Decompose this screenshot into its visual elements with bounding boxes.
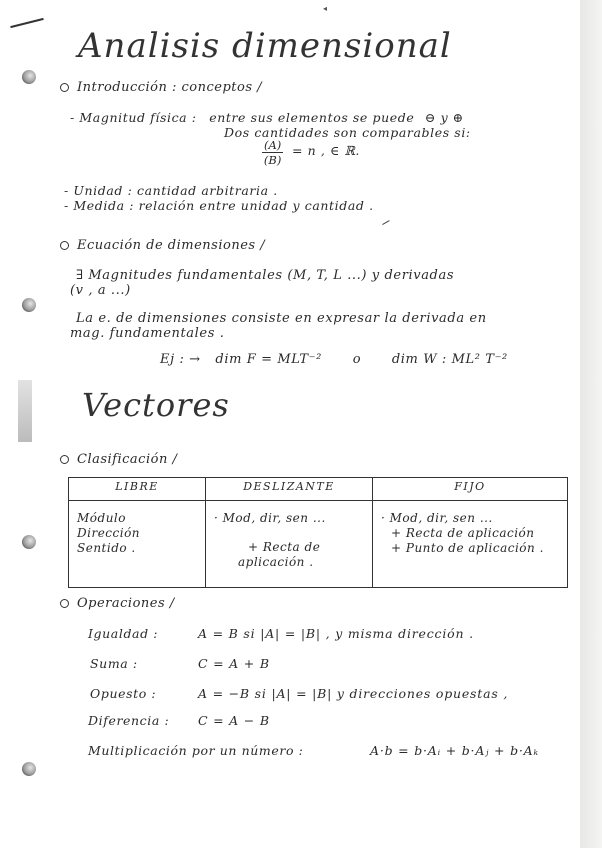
magnitud-line: [70, 110, 464, 125]
section-clasificacion: [60, 452, 177, 467]
op-diferencia-expr: C = A − B: [198, 713, 270, 728]
binder-tab: [18, 380, 32, 442]
section-bullet-icon: [60, 83, 69, 92]
cell-deslizante: [206, 501, 373, 588]
op-opuesto-label: Opuesto :: [90, 686, 157, 701]
section-heading: Introducción : conceptos /: [77, 80, 263, 95]
cell-line: + Recta de: [248, 540, 321, 554]
top-mark: ◂: [323, 4, 328, 13]
unidad-line: - Unidad : cantidad arbitraria .: [64, 183, 278, 198]
example-dim-f: dim F = MLT⁻²: [215, 352, 322, 367]
cell-line: · Mod, dir, sen ...: [381, 511, 493, 525]
section-bullet-icon: [60, 599, 69, 608]
fraction-numerator: (A): [264, 138, 282, 152]
example-separator: o: [352, 352, 362, 367]
fraction-a-over-b: [262, 138, 283, 167]
cell-libre: [69, 501, 206, 588]
cell-line: Sentido .: [77, 541, 136, 555]
magnitud-text-1: entre sus elementos se puede: [209, 110, 415, 125]
op-suma-expr: C = A + B: [198, 656, 270, 671]
op-diferencia-label: Diferencia :: [88, 713, 170, 728]
magnitud-label: - Magnitud física :: [70, 110, 197, 125]
magnitud-text-2: Dos cantidades son comparables si:: [224, 125, 471, 140]
op-multiplicacion-label: Multiplicación por un número :: [88, 743, 304, 758]
cell-line: · Mod, dir, sen ...: [214, 511, 326, 525]
pen-stroke-mark: [10, 18, 43, 28]
cell-line: aplicación .: [238, 555, 314, 569]
plus-minus-symbols: ⊖ y ⊕: [424, 110, 464, 125]
section-bullet-icon: [60, 455, 69, 464]
pen-tick-mark: [382, 220, 390, 225]
fraction-result: = n , ∈ ℝ.: [292, 143, 361, 158]
table-row: [69, 501, 568, 588]
section-heading: Clasificación /: [77, 452, 178, 467]
cell-fijo: [373, 501, 568, 588]
ecuacion-line-4: mag. fundamentales .: [70, 326, 225, 341]
table-header-row: [69, 478, 568, 501]
cell-line: + Punto de aplicación .: [391, 541, 544, 555]
punch-hole-icon: [22, 762, 36, 776]
ecuacion-line-1: ∃ Magnitudes fundamentales (M, T, L ...) y derivadas: [76, 268, 455, 283]
op-igualdad-label: Igualdad :: [88, 626, 159, 641]
op-igualdad-expr: A = B si |A| = |B| , y misma dirección .: [198, 626, 474, 641]
title-analisis-dimensional: Analisis dimensional: [78, 26, 452, 66]
section-ecuacion: [60, 238, 265, 253]
op-opuesto-expr: A = −B si |A| = |B| y direcciones opuestas ,: [198, 686, 509, 701]
section-introduccion: [60, 80, 262, 95]
cell-line: Dirección: [77, 526, 141, 540]
col-deslizante: DESLIZANTE: [206, 478, 373, 501]
section-operaciones: [60, 596, 175, 611]
cell-line: + Recta de aplicación: [391, 526, 535, 540]
example-dim-w: dim W : ML² T⁻²: [391, 352, 508, 367]
medida-line: - Medida : relación entre unidad y cantidad .: [64, 198, 374, 213]
op-multiplicacion-expr: A·b = b·Aᵢ + b·Aⱼ + b·Aₖ: [370, 743, 539, 758]
example-label: Ej : →: [160, 352, 201, 367]
punch-hole-icon: [22, 70, 36, 84]
col-libre: LIBRE: [69, 478, 206, 501]
col-fijo: FIJO: [373, 478, 568, 501]
ecuacion-line-3: La e. de dimensiones consiste en expresar la derivada en: [76, 311, 487, 326]
punch-hole-icon: [22, 535, 36, 549]
fraction-denominator: (B): [263, 153, 282, 167]
punch-hole-icon: [22, 298, 36, 312]
page-edge-shadow: [580, 0, 602, 848]
classification-table: [68, 477, 568, 588]
op-suma-label: Suma :: [90, 656, 138, 671]
cell-line: Módulo: [77, 511, 126, 525]
section-heading: Ecuación de dimensiones /: [77, 238, 266, 253]
section-bullet-icon: [60, 241, 69, 250]
title-vectores: Vectores: [82, 386, 230, 424]
ecuacion-line-2: (v , a ...): [70, 283, 131, 298]
ecuacion-example: [160, 352, 508, 367]
section-heading: Operaciones /: [77, 596, 175, 611]
